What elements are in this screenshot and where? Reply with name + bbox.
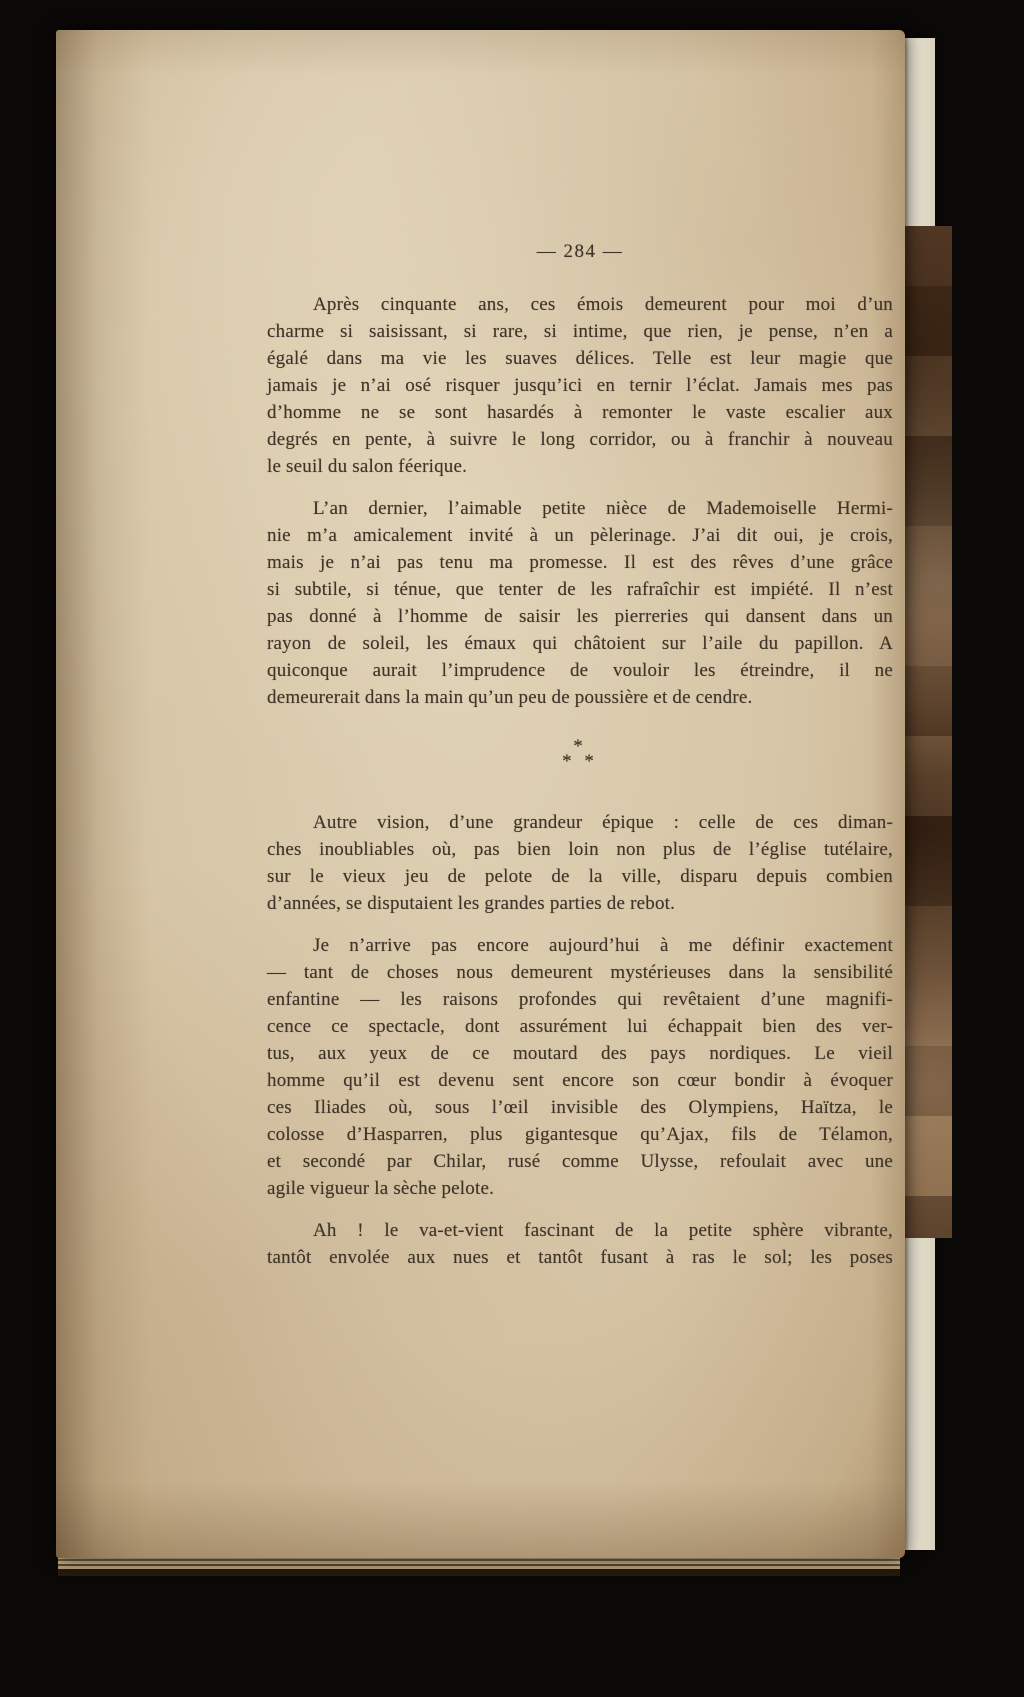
section-separator-asterism (267, 736, 893, 772)
text-line: demeurerait dans la main qu’un peu de poussière et de cendre. (267, 687, 753, 708)
asterism-row: * * (562, 751, 598, 772)
text-line: nie m’a amicalement invité à un pèlerinage. J’ai dit oui, je crois, (267, 525, 893, 546)
page-edges-bottom (58, 1556, 900, 1576)
text-line: colosse d’Hasparren, plus gigantesque qu’Ajax, fils de Télamon, (267, 1124, 893, 1145)
text-line: quiconque aurait l’imprudence de vouloir les étreindre, il ne (267, 660, 893, 681)
text-line: tantôt envolée aux nues et tantôt fusant à ras le sol; les poses (267, 1247, 893, 1268)
paragraph (267, 932, 893, 1202)
page-edges-left (34, 44, 58, 1552)
paragraph (267, 291, 893, 480)
text-line: tus, aux yeux de ce moutard des pays nordiques. Le vieil (267, 1043, 893, 1064)
text-line: charme si saisissant, si rare, si intime, que rien, je pense, n’en a (267, 321, 893, 342)
text-line: le seuil du salon féerique. (267, 456, 468, 477)
text-line: égalé dans ma vie les suaves délices. Telle est leur magie que (267, 348, 893, 369)
text-line: L’an dernier, l’aimable petite nièce de Mademoiselle Hermi- (313, 498, 893, 519)
text-line: Autre vision, d’une grandeur épique : celle de ces diman- (313, 812, 893, 833)
paragraph (267, 1217, 893, 1271)
text-line: ces Iliades où, sous l’œil invisible des Olympiens, Haïtza, le (267, 1097, 893, 1118)
text-line: agile vigueur la sèche pelote. (267, 1178, 495, 1199)
text-line: et secondé par Chilar, rusé comme Ulysse, refoulait avec une (267, 1151, 893, 1172)
adjacent-page-photo (903, 226, 952, 1238)
text-line: enfantine — les raisons profondes qui revêtaient d’une magnifi- (267, 989, 893, 1010)
page-number: — 284 — (536, 241, 624, 262)
text-line: ches inoubliables où, pas bien loin non plus de l’église tutélaire, (267, 839, 893, 860)
text-line: rayon de soleil, les émaux qui châtoient sur l’aile du papillon. A (267, 633, 893, 654)
text-line: d’homme ne se sont hasardés à remonter le vaste escalier aux (267, 402, 893, 423)
text-line: Je n’arrive pas encore aujourd’hui à me définir exactement (313, 935, 893, 956)
asterism-row: * (573, 736, 587, 757)
page-text (267, 291, 893, 1271)
book-page (56, 30, 905, 1558)
text-line: Ah ! le va-et-vient fascinant de la petite sphère vibrante, (313, 1220, 893, 1241)
paragraph (267, 809, 893, 917)
text-line: si subtile, si ténue, que tenter de les rafraîchir est impiété. Il n’est (267, 579, 893, 600)
text-line: — tant de choses nous demeurent mystérieuses dans la sensibilité (267, 962, 893, 983)
paragraph (267, 495, 893, 711)
text-line: homme qu’il est devenu sent encore son cœur bondir à évoquer (267, 1070, 893, 1091)
text-block (267, 238, 893, 1286)
text-line: mais je n’ai pas tenu ma promesse. Il est des rêves d’une grâce (267, 552, 893, 573)
text-line: jamais je n’ai osé risquer jusqu’ici en ternir l’éclat. Jamais mes pas (267, 375, 893, 396)
text-line: d’années, se disputaient les grandes parties de rebot. (267, 893, 676, 914)
text-line: degrés en pente, à suivre le long corridor, ou à franchir à nouveau (267, 429, 893, 450)
text-line: pas donné à l’homme de saisir les pierreries qui dansent dans un (267, 606, 893, 627)
text-line: sur le vieux jeu de pelote de la ville, disparu depuis combien (267, 866, 893, 887)
text-line: Après cinquante ans, ces émois demeurent pour moi d’un (313, 294, 893, 315)
text-line: cence ce spectacle, dont assurément lui échappait bien des ver- (267, 1016, 893, 1037)
